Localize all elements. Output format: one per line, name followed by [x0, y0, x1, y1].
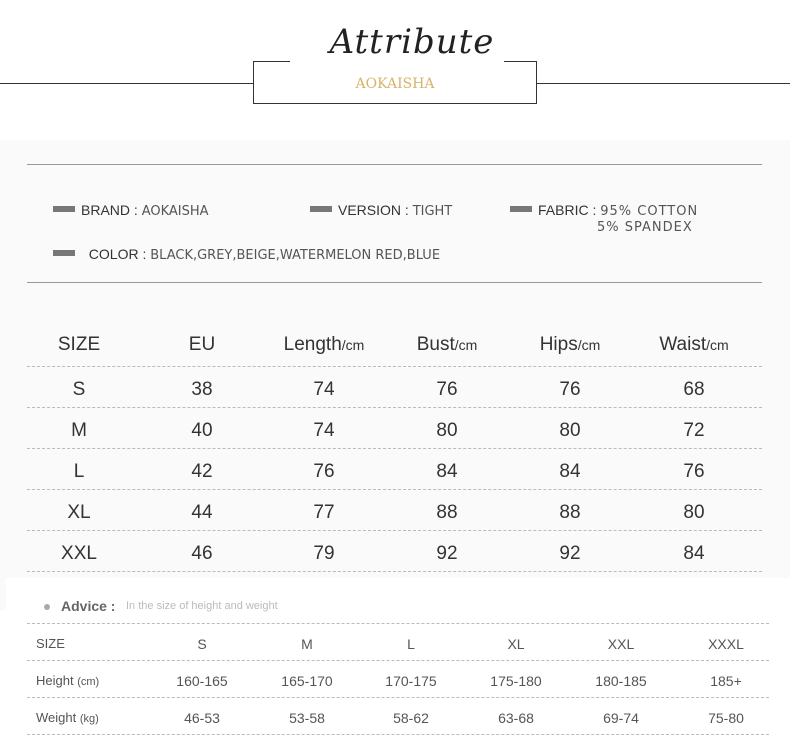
attr-color — [53, 246, 440, 263]
bullet-bar — [53, 206, 75, 212]
size-cell-hips: 92 — [559, 543, 581, 564]
attr-color-value: BLACK,GREY,BEIGE,WATERMELON RED,BLUE — [150, 248, 441, 263]
advice-col-s-header: S — [197, 636, 207, 652]
attr-version-key: VERSION : — [338, 202, 409, 218]
size-table-row — [27, 490, 762, 531]
size-cell-bust: 92 — [436, 543, 458, 564]
attr-brand-value: AOKAISHA — [141, 204, 209, 219]
col-size-header: SIZE — [57, 334, 101, 355]
attr-fabric-key: FABRIC : — [538, 202, 597, 218]
size-cell-hips: 76 — [559, 379, 581, 400]
advice-table-row — [27, 698, 769, 735]
attr-version-value: TIGHT — [412, 204, 453, 219]
advice-cell: 175-180 — [490, 673, 542, 689]
advice-col-size-header: SIZE — [36, 636, 65, 651]
advice-table-header — [27, 624, 769, 661]
size-table — [27, 326, 762, 572]
size-cell-waist: 72 — [683, 420, 705, 441]
bullet-dot — [44, 604, 50, 610]
attr-color-key: COLOR : — [88, 246, 147, 262]
bullet-bar — [53, 250, 75, 256]
advice-cell: 75-80 — [708, 710, 744, 726]
advice-cell: 170-175 — [385, 673, 437, 689]
attr-version — [310, 202, 452, 219]
size-cell-hips: 80 — [559, 420, 581, 441]
attr-brand — [53, 202, 209, 219]
advice-cell: 53-58 — [289, 710, 325, 726]
col-hips-header: Hips/cm — [539, 334, 601, 355]
advice-cell: 185+ — [710, 673, 742, 689]
size-cell-size: L — [73, 461, 85, 482]
advice-col-l-header: L — [407, 636, 415, 652]
size-cell-waist: 84 — [683, 543, 705, 564]
advice-cell: 63-68 — [498, 710, 534, 726]
bullet-bar — [310, 206, 332, 212]
size-cell-eu: 40 — [191, 420, 213, 441]
size-cell-hips: 88 — [559, 502, 581, 523]
size-cell-bust: 80 — [436, 420, 458, 441]
advice-cell: 46-53 — [184, 710, 220, 726]
header-rule-right — [537, 83, 790, 84]
col-bust-header: Bust/cm — [416, 334, 478, 355]
advice-cell: 58-62 — [393, 710, 429, 726]
attribute-header — [0, 0, 790, 140]
size-table-row — [27, 531, 762, 572]
advice-cell: 165-170 — [281, 673, 333, 689]
size-cell-waist: 76 — [683, 461, 705, 482]
size-cell-waist: 80 — [683, 502, 705, 523]
col-length-header: Length/cm — [283, 334, 365, 355]
advice-title: Advice : — [61, 598, 116, 614]
divider — [27, 164, 762, 165]
advice-col-xl-header: XL — [507, 636, 525, 652]
advice-col-xxxl-header: XXXL — [708, 636, 744, 652]
size-cell-bust: 84 — [436, 461, 458, 482]
size-cell-bust: 88 — [436, 502, 458, 523]
header-title: Attribute — [329, 22, 495, 62]
size-cell-length: 76 — [313, 461, 335, 482]
size-cell-size: XL — [67, 502, 91, 523]
size-cell-eu: 38 — [191, 379, 213, 400]
size-cell-waist: 68 — [683, 379, 705, 400]
size-table-row — [27, 449, 762, 490]
advice-cell: 180-185 — [595, 673, 647, 689]
size-cell-eu: 42 — [191, 461, 213, 482]
advice-cell: 69-74 — [603, 710, 639, 726]
size-cell-bust: 76 — [436, 379, 458, 400]
attr-fabric-value-1: 95% COTTON — [600, 204, 699, 219]
size-cell-hips: 84 — [559, 461, 581, 482]
size-table-row — [27, 367, 762, 408]
attr-brand-key: BRAND : — [81, 202, 138, 218]
size-cell-size: S — [72, 379, 86, 400]
advice-col-xxl-header: XXL — [607, 636, 635, 652]
advice-table — [27, 623, 769, 735]
size-table-header — [27, 326, 762, 367]
size-cell-length: 74 — [313, 379, 335, 400]
bullet-bar — [510, 206, 532, 212]
advice-col-m-header: M — [301, 636, 313, 652]
attr-fabric — [510, 202, 698, 219]
col-waist-header: Waist/cm — [659, 334, 729, 355]
size-cell-length: 74 — [313, 420, 335, 441]
advice-cell: 160-165 — [176, 673, 228, 689]
size-cell-eu: 44 — [191, 502, 213, 523]
header-brand: AOKAISHA — [355, 76, 435, 92]
size-table-row — [27, 408, 762, 449]
size-cell-length: 77 — [313, 502, 335, 523]
col-eu-header: EU — [188, 334, 216, 355]
attr-fabric-value-2: 5% SPANDEX — [597, 220, 693, 235]
size-cell-size: M — [71, 420, 87, 441]
size-cell-length: 79 — [313, 543, 335, 564]
size-cell-eu: 46 — [191, 543, 213, 564]
divider — [27, 282, 762, 283]
header-rule-left — [0, 83, 253, 84]
advice-table-row — [27, 661, 769, 698]
advice-subtitle: In the size of height and weight — [126, 600, 278, 612]
size-cell-size: XXL — [61, 543, 97, 564]
advice-row-label: Weight (kg) — [36, 710, 99, 725]
advice-row-label: Height (cm) — [36, 673, 100, 688]
